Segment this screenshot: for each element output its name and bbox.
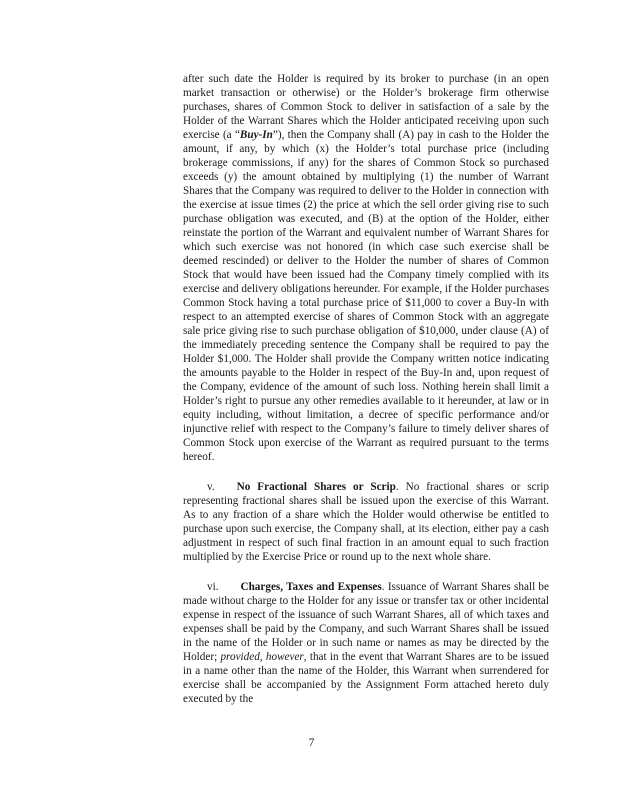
text-segment: provided, however bbox=[220, 651, 304, 663]
text-segment: Charges, Taxes and Expenses bbox=[240, 581, 382, 593]
paragraph-buyin-continuation bbox=[183, 72, 549, 464]
page-number: 7 bbox=[308, 737, 315, 749]
text-segment: No Fractional Shares or Scrip bbox=[236, 481, 396, 493]
paragraph-no-fractional-shares bbox=[183, 480, 549, 564]
paragraph-charges-taxes-expenses bbox=[183, 580, 549, 706]
text-segment: . Issuance of Warrant Shares shall be made without charge to the Holder for any issue or transfer tax or other incidental expense in respect of the issuance of such Warrant Shares, all of which taxes and expenses shall be paid by the Company, and such Warrant Shares shall be issued in the name of the Holder or in such name or names as may be directed by the Holder; bbox=[183, 581, 549, 663]
text-segment: ”), then the Company shall (A) pay in cash to the Holder the amount, if any, by which (x) the Holder’s total purchase price (including brokerage commissions, if any) for the shares of Common Stock so purchased exceeds (y) the amount obtained by multiplying (1) the number of Warrant Shares that the Company was required to deliver to the Holder in connection with the exercise at issue times (2) the price at which the sell order giving rise to such purchase obligation was executed, and (B) at the option of the Holder, either reinstate the portion of the Warrant and equivalent number of Warrant Shares for which such exercise was not honored (in which case such exercise shall be deemed rescinded) or deliver to the Holder the number of shares of Common Stock that would have been issued had the Company timely complied with its exercise and delivery obligations hereunder. For example, if the Holder purchases Common Stock having a total purchase price of $11,000 to cover a Buy-In with respect to an attempted exercise of shares of Common Stock with an aggregate sale price giving rise to such purchase obligation of $10,000, under clause (A) of the immediately preceding sentence the Company shall be required to pay the Holder $1,000. The Holder shall provide the Company written notice indicating the amounts payable to the Holder in respect of the Buy-In and, upon request of the Company, evidence of the amount of such loss. Nothing herein shall limit a Holder’s right to pursue any other remedies available to it hereunder, at law or in equity including, without limitation, a decree of specific performance and/or injunctive relief with respect to the Company’s failure to timely deliver shares of Common Stock upon exercise of the Warrant as required pursuant to the terms hereof. bbox=[183, 129, 549, 463]
text-segment: . No fractional shares or scrip representing fractional shares shall be issued upon the exercise of this Warrant. As to any fraction of a share which the Holder would otherwise be entitled to purchase upon such exercise, the Company shall, at its election, either pay a cash adjustment in respect of such final fraction in an amount equal to such fraction multiplied by the Exercise Price or round up to the next whole share. bbox=[183, 481, 550, 563]
document-body bbox=[183, 72, 549, 722]
text-segment: after such date the Holder is required by its broker to purchase (in an open market transaction or otherwise) or the Holder’s brokerage firm otherwise purchases, shares of Common Stock to deliver in satisfaction of a sale by the Holder of the Warrant Shares which the Holder anticipated receiving upon such exercise (a “ bbox=[183, 73, 549, 141]
text-segment: , that in the event that Warrant Shares are to be issued in a name other than the name of the Holder, this Warrant when surrendered for exercise shall be accompanied by the Assignment Form attached hereto duly executed by the bbox=[183, 651, 549, 705]
paragraph-number: vi. bbox=[207, 581, 219, 593]
text-segment: Buy-In bbox=[239, 129, 273, 141]
paragraph-number: v. bbox=[207, 481, 215, 493]
